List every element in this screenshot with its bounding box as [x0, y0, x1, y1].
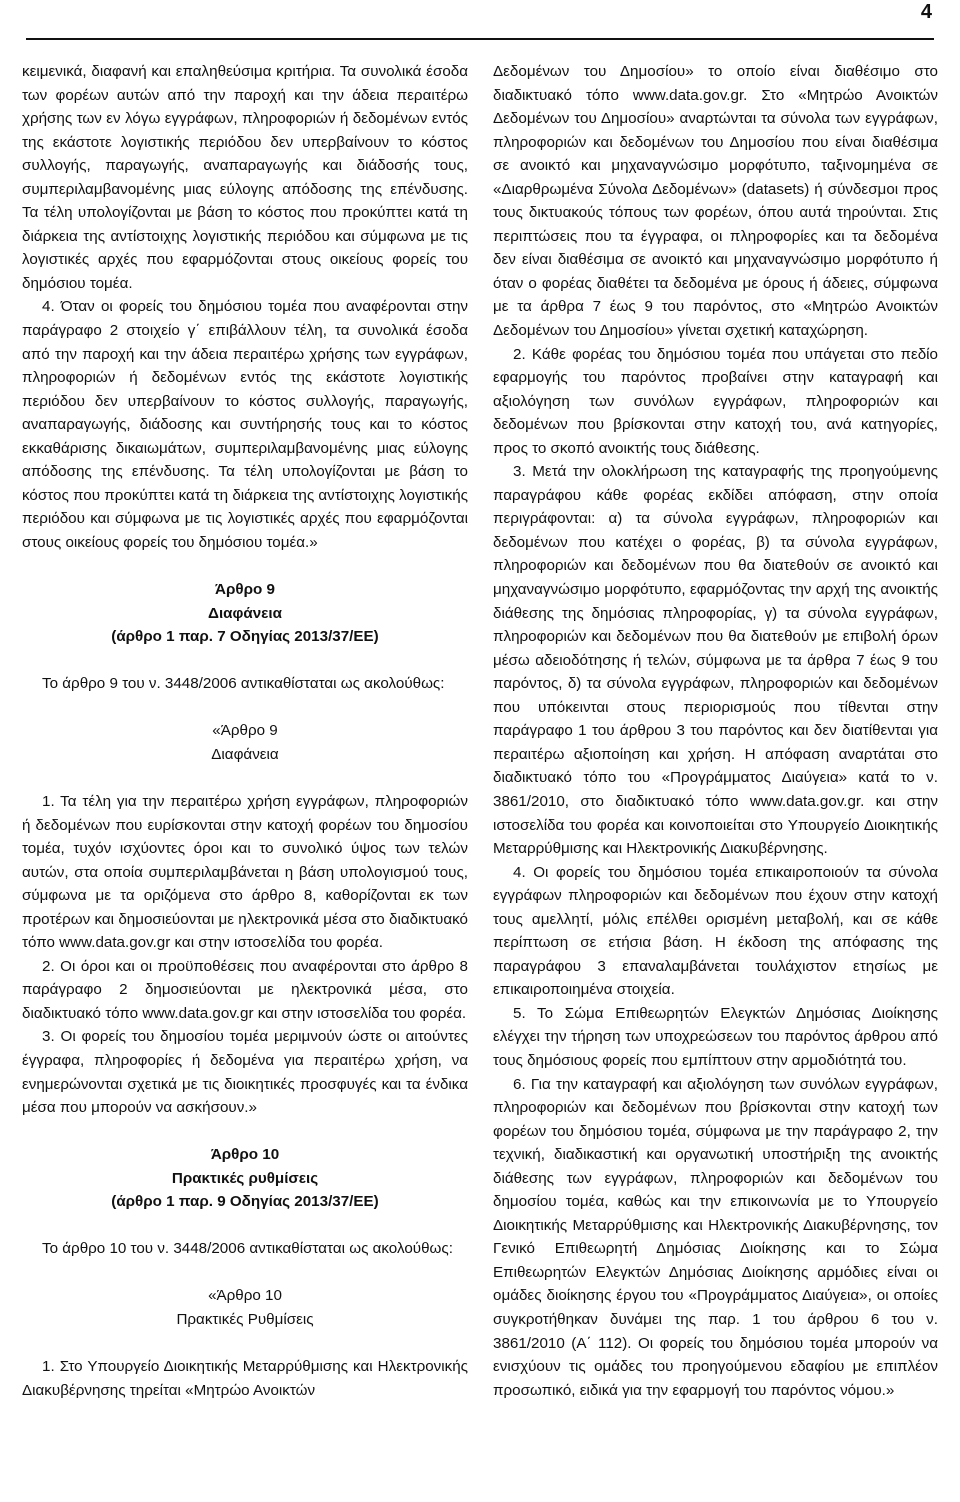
article-10-heading: Άρθρο 10: [210, 1146, 280, 1164]
spacer: [22, 696, 468, 720]
article-10-paragraph-6: 6. Για την καταγραφή και αξιολόγηση των συνόλων εγγράφων, πληροφοριών και δεδομένων που βρίσκονται στην κατοχή των φορέων του δημόσιου τομέα, σύμφωνα με την παράγραφο 2, την τεχνική, διαδικαστική και οργανωτική υποστήριξη της ανοικτής διάθεσης των εγγράφων, πληροφοριών και δεδομένων του δημοσίου τομέα, καθώς και την επικοινωνία με το Υπουργείο Διοικητικής Μεταρρύθμισης και Ηλεκτρονικής Διακυβέρνησης, τον Γενικό Επιθεωρητή Δημόσιας Διοίκησης και το Σώμα Επιθεωρητών Ελεγκτών Δημόσιας Διοίκησης αρμόδιες είναι οι ομάδες διοίκησης έργου του «Προγράμματος Διαύγεια», οι οποίες συγκροτήθηκαν δυνάμει της παρ. 1 του άρθρου 6 του ν. 3861/2010 (Α΄ 112). Οι φορείς του δημόσιου τομέα μπορούν να ενισχύουν τις ομάδες του προηγούμενου εδαφίου με επιπλέον προσωπικό, ειδικά για την εφαρμογή του παρόντος νόμου.»: [493, 1075, 938, 1399]
article-9-reference: (άρθρο 1 παρ. 7 Οδηγίας 2013/37/ΕΕ): [111, 628, 379, 646]
right-column: [493, 60, 938, 1402]
article-10-paragraph-1-start: 1. Στο Υπουργείο Διοικητικής Μεταρρύθμισης και Ηλεκτρονικής Διακυβέρνησης τηρείται «Μητρώο Ανοικτών: [22, 1358, 468, 1399]
spacer: [22, 1214, 468, 1238]
quoted-article-10-heading: «Άρθρο 10: [208, 1287, 282, 1305]
article-10-paragraph-3: 3. Μετά την ολοκλήρωση της καταγραφής της προηγούμενης παραγράφου κάθε φορέας εκδίδει απόφαση, στην οποία περιγράφονται: α) τα σύνολα εγγράφων, πληροφοριών και δεδομένων που κατέχει ο φορέας, β) τα σύνολα εγγράφων, πληροφοριών και δεδομένων που θα διατεθούν σε ανοικτό και μηχαναγνώσιμο μορφότυπο, εφαρμόζοντας την αρχή της ανοικτής διάθεσης της δημόσιας πληροφορίας, γ) τα σύνολα εγγράφων, πληροφοριών και δεδομένων που θα διατεθούν με επιβολή όρων μέσω αδειοδότησης ή τελών, σύμφωνα με τα άρθρα 7 έως 9 του παρόντος, δ) τα σύνολα εγγράφων, πληροφοριών και δεδομένων που υπόκεινται στους περιορισμούς που τίθενται στην παράγραφο 1 του άρθρου 3 του παρόντος και δεν διατίθενται για περαιτέρω αξιοποίηση και χρήση. Η απόφαση αναρτάται στο διαδικτυακό τόπο του «Προγράμματος Διαύγεια» κατά το ν. 3861/2010, στο διαδικτυακό τόπο www.data.gov.gr. και στην ιστοσελίδα του φορέα και κοινοποιείται στο Υπουργείο Διοικητικής Μεταρρύθμισης και Ηλεκτρονικής Διακυβέρνησης.: [493, 463, 938, 858]
article-10-title: Πρακτικές ρυθμίσεις: [171, 1169, 319, 1187]
spacer: [22, 1332, 468, 1356]
article-10-reference: (άρθρο 1 παρ. 9 Οδηγίας 2013/37/ΕΕ): [111, 1193, 379, 1211]
article-10-paragraph-1-continuation: Δεδομένων του Δημοσίου» το οποίο είναι διαθέσιμο στο διαδικτυακό τόπο www.data.gov.gr. Στο «Μητρώο Ανοικτών Δεδομένων του Δημοσίου» αναρτώνται τα σύνολα των εγγράφων, πληροφοριών και δεδομένων του Δημοσίου που είναι διαθέσιμα σε ανοικτό και μηχαναγνώσιμο μορφότυπο, ταξινομημένα σε «Διαρθρωμένα Σύνολα Δεδομένων» (datasets) ή σύνδεσμοι προς τους δικτυακούς τόπους των φορέων, όπου αυτά τηρούνται. Στις περιπτώσεις που τα έγγραφα, οι πληροφορίες και τα δεδομένα δεν είναι διαθέσιμα σε ανοικτό και μηχαναγνώσιμο μορφότυπο ή όταν ο φορέας διαθέτει τα δεδομένα με όρους ή άδειες, σύμφωνα με τα άρθρα 7 έως 9 του παρόντος, στο «Μητρώο Ανοικτών Δεδομένων του Δημοσίου» γίνεται σχετική καταχώρηση.: [493, 63, 938, 340]
left-column: [22, 60, 468, 1402]
quoted-article-10-title: Πρακτικές Ρυθμίσεις: [176, 1310, 314, 1328]
article-9-title: Διαφάνεια: [208, 604, 282, 622]
article-10-intro: Το άρθρο 10 του ν. 3448/2006 αντικαθίσταται ως ακολούθως:: [42, 1240, 453, 1258]
header-rule: [26, 38, 934, 40]
spacer: [22, 554, 468, 578]
quoted-article-9-title: Διαφάνεια: [211, 745, 279, 763]
article-9-intro: Το άρθρο 9 του ν. 3448/2006 αντικαθίσταται ως ακολούθως:: [42, 675, 445, 693]
article-10-paragraph-5: 5. Το Σώμα Επιθεωρητών Ελεγκτών Δημόσιας Διοίκησης ελέγχει την τήρηση των υποχρεώσεων του παρόντος άρθρου από τους δημόσιους φορείς που εμπίπτουν στην αρμοδιότητά του.: [493, 1004, 938, 1069]
article-10-paragraph-2: 2. Κάθε φορέας του δημόσιου τομέα που υπάγεται στο πεδίο εφαρμογής του παρόντος προβαίνει στην καταγραφή και αξιολόγηση των συνόλων εγγράφων, πληροφοριών και δεδομένων που βρίσκονται στην κατοχή του, ανά κατηγορίες, προς το σκοπό ανοικτής τους διάθεσης.: [493, 345, 938, 457]
spacer: [22, 766, 468, 790]
paragraph-continuation: κειμενικά, διαφανή και επαληθεύσιμα κριτήρια. Τα συνολικά έσοδα των φορέων αυτών από την παροχή και την άδεια περαιτέρω χρήσης των εν λόγω εγγράφων, πληροφοριών ή δεδομένων εντός της εκάστοτε λογιστικής περιόδου δεν υπερβαίνουν το κόστος συλλογής, παραγωγής, αναπαραγωγής και διάδοσής τους, συμπεριλαμβανομένης μιας εύλογης απόδοσης της επένδυσης. Τα τέλη υπολογίζονται με βάση το κόστος που προκύπτει κατά τη διάρκεια της αντίστοιχης λογιστικής περιόδου και σύμφωνα με τις λογιστικές αρχές που εφαρμόζονται στους οικείους φορείς του δημόσιου τομέα.: [22, 63, 468, 292]
article-10-paragraph-4: 4. Οι φορείς του δημόσιου τομέα επικαιροποιούν τα σύνολα εγγράφων πληροφοριών και δεδομένων που έχουν στην κατοχή τους αμελλητί, μόλις επέλθει ορισμένη μεταβολή, και σε κάθε περίπτωση σε ετήσια βάση. Η έκδοση της απόφασης της παραγράφου 3 επαναλαμβάνεται τουλάχιστον ετησίως με επικαιροποιημένα στοιχεία.: [493, 863, 938, 999]
article-9-paragraph-1: 1. Τα τέλη για την περαιτέρω χρήση εγγράφων, πληροφοριών ή δεδομένων που ευρίσκονται στην κατοχή φορέων του δημοσίου τομέα, τυχόν ισχύοντες όροι και το συνολικό ύψος των τελών αυτών, στα οποία συμπεριλαμβάνεται η βάση υπολογισμού τους, σύμφωνα με τα οριζόμενα στο άρθρο 8, καθορίζονται εκ των προτέρων και δημοσιεύονται με ηλεκτρονικά μέσα στο διαδικτυακό τόπο www.data.gov.gr και στην ιστοσελίδα του φορέα.: [22, 792, 468, 952]
spacer: [22, 1120, 468, 1144]
quoted-article-9-heading: «Άρθρο 9: [212, 722, 278, 740]
spacer: [22, 1261, 468, 1285]
article-9-paragraph-3: 3. Οι φορείς του δημοσίου τομέα μεριμνούν ώστε οι αιτούντες έγγραφα, πληροφορίες ή δεδομένα για περαιτέρω χρήση, να ενημερώνονται σχετικά με τις διοικητικές προσφυγές και τα ένδικα μέσα που μπορούν να ασκήσουν.»: [22, 1028, 468, 1117]
article-9-heading: Άρθρο 9: [215, 581, 275, 599]
page-number: 4: [920, 1, 932, 23]
paragraph-4: 4. Όταν οι φορείς του δημόσιου τομέα που αναφέρονται στην παράγραφο 2 στοιχείο γ΄ επιβάλλουν τέλη, τα συνολικά έσοδα από την παροχή και την άδεια περαιτέρω χρήσης των εγγράφων, πληροφοριών ή δεδομένων εντός της εκάστοτε λογιστικής περιόδου δεν υπερβαίνουν το κόστος συλλογής, παραγωγής, αναπαραγωγής, διάδοσης και συντήρησής τους και το κόστος εκκαθάρισης δικαιωμάτων, συμπεριλαμβανομένης μιας εύλογης απόδοσης της επένδυσης. Τα τέλη υπολογίζονται με βάση το κόστος που προκύπτει κατά τη διάρκεια της αντίστοιχης λογιστικής περιόδου και σύμφωνα με τις λογιστικές αρχές που εφαρμόζονται στους οικείους φορείς του δημόσιου τομέα.»: [22, 298, 468, 551]
spacer: [22, 649, 468, 673]
article-9-paragraph-2: 2. Οι όροι και οι προϋποθέσεις που αναφέρονται στο άρθρο 8 παράγραφο 2 δημοσιεύονται με ηλεκτρονικά μέσα, στο διαδικτυακό τόπο www.data.gov.gr και στην ιστοσελίδα του φορέα.: [22, 957, 468, 1022]
